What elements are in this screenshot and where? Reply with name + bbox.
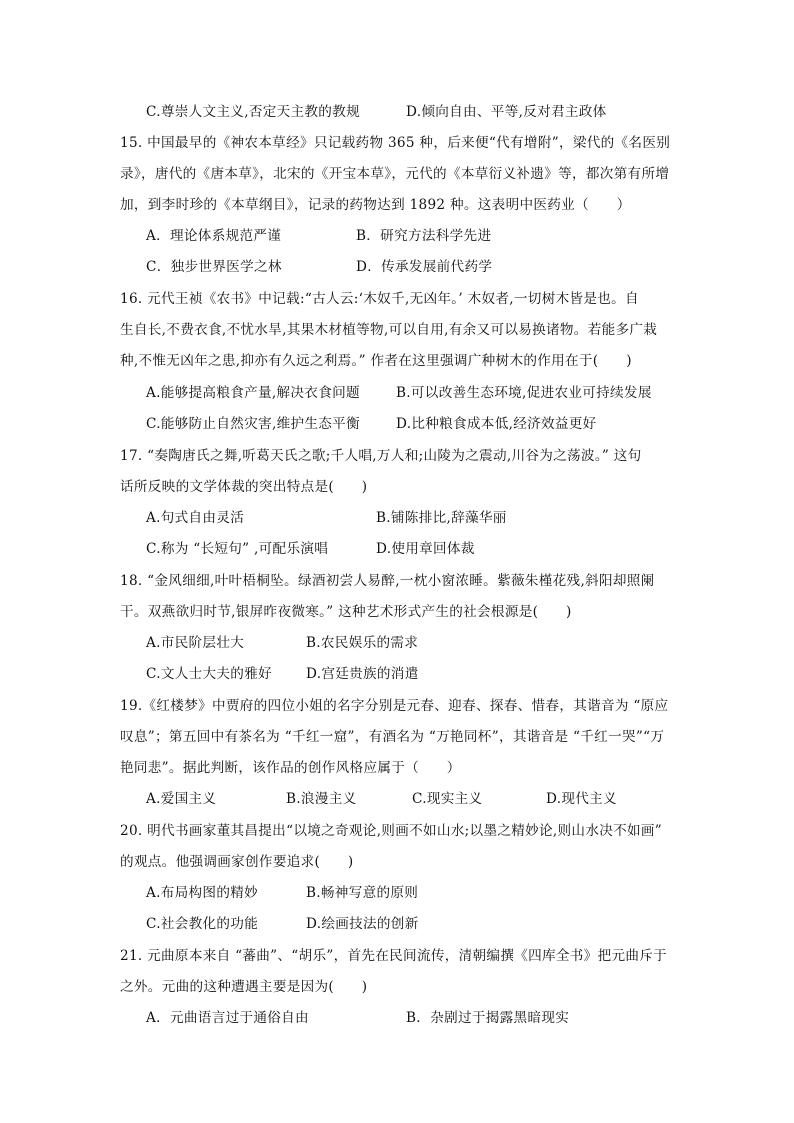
q17-option-b: B.铺陈排比,辞藻华丽 — [376, 510, 507, 526]
q18-option-a: A.市民阶层壮大 — [146, 635, 245, 651]
q20-stem-line-2: 的观点。他强调画家创作要追求( ) — [120, 854, 354, 870]
q18-stem-line-2: 干。双燕欲归时节,银屏昨夜微寒。” 这种艺术形式产生的社会根源是( ) — [120, 604, 572, 620]
q16-stem-line-3: 种,不惟无凶年之患,抑亦有久远之利焉。” 作者在这里强调广种树木的作用在于( ) — [120, 353, 632, 369]
q18-option-c: C.文人士大夫的雅好 — [146, 666, 272, 682]
q20-option-b: B.畅神写意的原则 — [306, 885, 419, 901]
q15-stem-line-1: 15. 中国最早的《神农本草经》只记载药物 365 种，后来便“代有增附”，梁代的《名医别 — [120, 135, 671, 151]
q19-stem-line-3: 艳同悲”。据此判断，该作品的创作风格应属于（ ） — [120, 760, 461, 776]
q16-option-a: A.能够提高粮食产量,解决衣食问题 — [146, 385, 360, 401]
q15-stem-line-3: 加，到李时珍的《本草纲目》，记录的药物达到 1892 种。这表明中医药业（ ） — [120, 197, 631, 213]
q19-option-b: B.浪漫主义 — [286, 791, 357, 807]
q15-option-d: D．传承发展前代药学 — [356, 259, 493, 275]
q19-option-d: D.现代主义 — [546, 791, 617, 807]
q19-stem-line-1: 19.《红楼梦》中贾府的四位小姐的名字分别是元春、迎春、探春、惜春，其谐音为 “原应 — [120, 698, 669, 714]
q21-option-b: B．杂剧过于揭露黑暗现实 — [406, 1010, 570, 1026]
q18-option-d: D.宫廷贵族的消遣 — [306, 666, 419, 682]
q19-stem-line-2: 叹息”；第五回中有茶名为 “千红一窟”，有酒名为 “万艳同杯”，其谐音是 “千红一哭”“万 — [120, 729, 665, 745]
q19-option-c: C.现实主义 — [412, 791, 483, 807]
q17-stem-line-1: 17. “奏陶唐氏之舞,听葛天氏之歌;千人唱,万人和;山陵为之震动,川谷为之荡波。” 这句 — [120, 448, 642, 464]
q16-option-c: C.能够防止自然灾害,维护生态平衡 — [146, 416, 360, 432]
q21-option-a: A．元曲语言过于通俗自由 — [146, 1010, 309, 1026]
q16-stem-line-1: 16. 元代王祯《农书》中记载:“古人云:‘木奴千,无凶年。’ 木奴者,一切树木皆是也。自 — [120, 291, 639, 307]
q17-option-c: C.称为 “长短句” ,可配乐演唱 — [146, 541, 329, 557]
q20-stem-line-1: 20. 明代书画家董其昌提出“以境之奇观论,则画不如山水;以墨之精妙论,则山水决不如画” — [120, 823, 663, 839]
q16-stem-line-2: 生自长,不费衣食,不忧水旱,其果木材植等物,可以自用,有余又可以易换诸物。若能多广栽 — [120, 322, 658, 338]
q15-stem-line-2: 录》，唐代的《唐本草》，北宋的《开宝本草》，元代的《本草衍义补遗》等，都次第有所增 — [120, 166, 670, 182]
q19-option-a: A.爱国主义 — [146, 791, 217, 807]
q17-option-d: D.使用章回体裁 — [376, 541, 475, 557]
q15-option-c: C．独步世界医学之林 — [146, 259, 282, 275]
q21-stem-line-1: 21. 元曲原本来自 “蕃曲”、“胡乐”，首先在民间流传，清朝编撰《四库全书》把元曲斥于 — [120, 948, 668, 964]
q20-option-a: A.布局构图的精妙 — [146, 885, 258, 901]
q20-option-c: C.社会教化的功能 — [146, 916, 259, 932]
q17-stem-line-2: 话所反映的文学体裁的突出特点是( ) — [120, 479, 368, 495]
q18-stem-line-1: 18. “金风细细,叶叶梧桐坠。绿酒初尝人易醉,一枕小窗浓睡。紫薇朱槿花残,斜阳却照阑 — [120, 573, 655, 589]
q16-option-d: D.比种粮食成本低,经济效益更好 — [396, 416, 597, 432]
q14-option-d: D.倾向自由、平等,反对君主政体 — [406, 104, 607, 120]
q15-option-b: B．研究方法科学先进 — [356, 228, 492, 244]
q20-option-d: D.绘画技法的创新 — [306, 916, 419, 932]
q15-option-a: A．理论体系规范严谨 — [146, 228, 282, 244]
q14-option-c: C.尊崇人文主义,否定天主教的教规 — [146, 104, 360, 120]
q17-option-a: A.句式自由灵活 — [146, 510, 245, 526]
q16-option-b: B.可以改善生态环境,促进农业可持续发展 — [396, 385, 652, 401]
q21-stem-line-2: 之外。元曲的这种遭遇主要是因为( ) — [120, 979, 368, 995]
q18-option-b: B.农民娱乐的需求 — [306, 635, 419, 651]
